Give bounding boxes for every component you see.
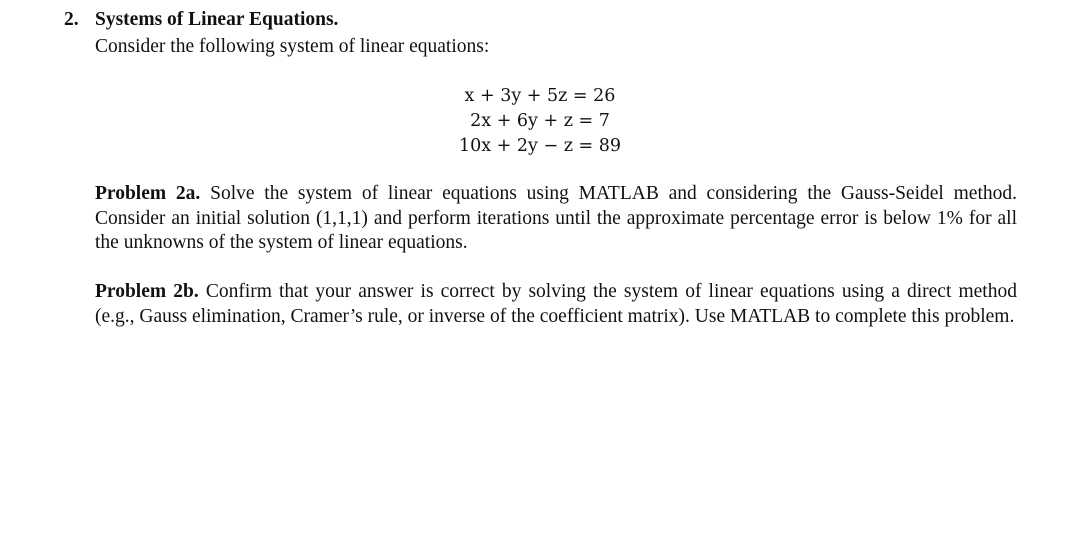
equation-1: x + 3y + 5z = 26 xyxy=(464,86,616,106)
problem-2b-text: Confirm that your answer is correct by solving the system of linear equations using a direct method (e.g., Gauss elimination, Cramer’s rule, or inverse of the coefficient matrix). Use MATLAB to complete this problem. xyxy=(95,281,1017,327)
equation-system xyxy=(380,84,700,159)
section-number: 2. xyxy=(64,9,79,30)
problem-2a-text: Solve the system of linear equations using MATLAB and considering the Gauss-Seidel method. Consider an initial solution (1,1,1) and perform iterations until the approximate percentage error is below 1% for all the unknowns of the system of linear equations. xyxy=(95,183,1017,253)
problem-2a xyxy=(95,182,1017,256)
problem-2b xyxy=(95,280,1017,329)
equation-2: 2x + 6y + z = 7 xyxy=(470,111,610,131)
equation-3: 10x + 2y − z = 89 xyxy=(458,136,621,156)
problem-2a-label: Problem 2a. xyxy=(95,183,201,204)
section-heading xyxy=(64,9,338,31)
section-intro: Consider the following system of linear equations: xyxy=(95,36,490,57)
problem-2b-label: Problem 2b. xyxy=(95,281,199,302)
section-title: Systems of Linear Equations. xyxy=(95,9,339,30)
